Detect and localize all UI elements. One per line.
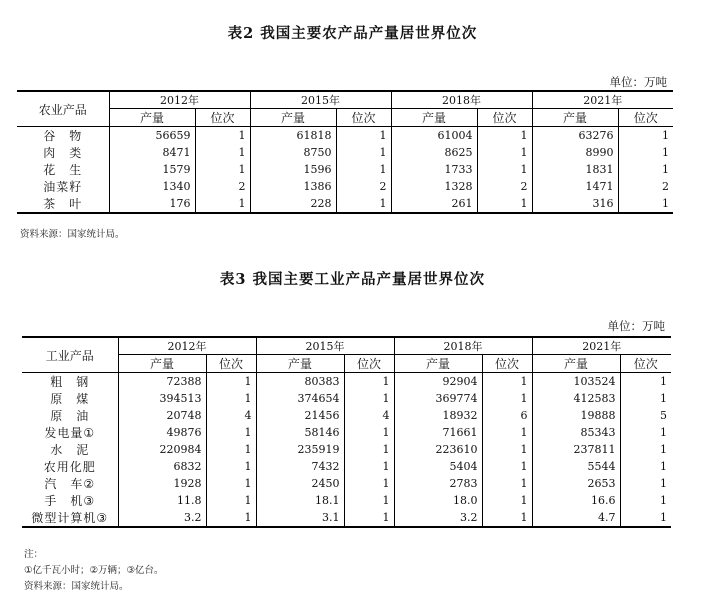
rank-header: 位次 <box>618 109 673 127</box>
output-header: 产量 <box>109 109 195 127</box>
output-header: 产量 <box>391 109 477 127</box>
rank-cell: 1 <box>620 509 671 527</box>
output-cell: 412583 <box>532 390 620 407</box>
rank-cell: 2 <box>336 178 391 195</box>
rank-cell: 1 <box>482 424 532 441</box>
output-cell: 1386 <box>250 178 336 195</box>
output-header: 产量 <box>118 355 206 373</box>
rank-cell: 1 <box>482 441 532 458</box>
output-cell: 8990 <box>532 144 618 161</box>
rank-cell: 1 <box>618 195 673 213</box>
table-row <box>17 195 673 213</box>
table3-title: 表3 我国主要工业产品产量居世界位次 <box>219 271 486 288</box>
rank-cell: 2 <box>477 178 532 195</box>
rank-cell: 1 <box>195 161 250 178</box>
rank-cell: 1 <box>195 144 250 161</box>
rank-cell: 1 <box>482 390 532 407</box>
output-cell: 5544 <box>532 458 620 475</box>
output-cell: 223610 <box>394 441 482 458</box>
rank-cell: 1 <box>206 492 256 509</box>
year-header: 2018年 <box>394 337 532 355</box>
rank-cell: 1 <box>477 144 532 161</box>
rank-cell: 1 <box>344 509 394 527</box>
product-name: 肉 类 <box>43 146 83 160</box>
rank-cell: 1 <box>344 492 394 509</box>
output-header: 产量 <box>250 109 336 127</box>
product-name: 农用化肥 <box>43 460 96 474</box>
rank-header: 位次 <box>344 355 394 373</box>
rank-cell: 1 <box>482 475 532 492</box>
table3-industry <box>22 336 671 528</box>
year-header: 2021年 <box>532 91 673 109</box>
output-cell: 261 <box>391 195 477 213</box>
output-cell: 61818 <box>250 127 336 145</box>
rank-cell: 1 <box>206 475 256 492</box>
product-name: 茶 叶 <box>43 197 83 211</box>
output-cell: 103524 <box>532 373 620 391</box>
rank-cell: 1 <box>195 195 250 213</box>
table-row <box>22 475 671 492</box>
product-name: 粗 钢 <box>50 375 90 389</box>
product-name: 油菜籽 <box>43 180 83 194</box>
table-row <box>17 127 673 145</box>
output-cell: 49876 <box>118 424 206 441</box>
rank-cell: 1 <box>336 144 391 161</box>
product-name: 原 煤 <box>50 392 90 406</box>
output-cell: 2783 <box>394 475 482 492</box>
table2-unit: 单位：万吨 <box>609 75 667 89</box>
output-cell: 1471 <box>532 178 618 195</box>
output-cell: 7432 <box>256 458 344 475</box>
rank-cell: 1 <box>477 127 532 145</box>
output-cell: 4.7 <box>532 509 620 527</box>
output-cell: 1831 <box>532 161 618 178</box>
rank-header: 位次 <box>206 355 256 373</box>
output-cell: 80383 <box>256 373 344 391</box>
rank-cell: 1 <box>482 373 532 391</box>
rank-header: 位次 <box>620 355 671 373</box>
output-header: 产量 <box>532 355 620 373</box>
rank-cell: 1 <box>206 390 256 407</box>
rank-cell: 1 <box>344 475 394 492</box>
table-row <box>22 407 671 424</box>
output-cell: 1340 <box>109 178 195 195</box>
output-header: 产量 <box>394 355 482 373</box>
output-cell: 6832 <box>118 458 206 475</box>
rank-cell: 1 <box>206 509 256 527</box>
output-cell: 316 <box>532 195 618 213</box>
output-cell: 374654 <box>256 390 344 407</box>
table-row <box>22 458 671 475</box>
rank-cell: 1 <box>620 373 671 391</box>
output-cell: 18.1 <box>256 492 344 509</box>
rank-cell: 1 <box>336 127 391 145</box>
table-row <box>17 178 673 195</box>
table3-unit: 单位：万吨 <box>607 319 665 333</box>
output-cell: 20748 <box>118 407 206 424</box>
rank-cell: 1 <box>477 195 532 213</box>
rank-cell: 6 <box>482 407 532 424</box>
table2-agriculture <box>17 90 673 214</box>
table2-title: 表2 我国主要农产品产量居世界位次 <box>227 25 478 42</box>
rank-cell: 1 <box>482 509 532 527</box>
rank-cell: 1 <box>482 458 532 475</box>
rank-cell: 2 <box>195 178 250 195</box>
rank-cell: 5 <box>620 407 671 424</box>
year-header: 2015年 <box>250 91 391 109</box>
output-cell: 11.8 <box>118 492 206 509</box>
output-cell: 56659 <box>109 127 195 145</box>
rank-header: 位次 <box>482 355 532 373</box>
rank-cell: 1 <box>344 390 394 407</box>
rank-cell: 1 <box>482 492 532 509</box>
rank-cell: 1 <box>620 441 671 458</box>
rank-cell: 1 <box>336 161 391 178</box>
table3-note-label: 注： <box>24 549 44 560</box>
output-cell: 8625 <box>391 144 477 161</box>
output-cell: 61004 <box>391 127 477 145</box>
table3-source: 资料来源：国家统计局。 <box>24 581 129 592</box>
rank-header: 位次 <box>477 109 532 127</box>
rank-cell: 1 <box>344 424 394 441</box>
table2-source: 资料来源：国家统计局。 <box>20 229 125 240</box>
rank-cell: 1 <box>344 373 394 391</box>
rank-cell: 1 <box>620 390 671 407</box>
rank-cell: 1 <box>206 441 256 458</box>
rank-cell: 1 <box>344 458 394 475</box>
output-cell: 3.1 <box>256 509 344 527</box>
rank-cell: 1 <box>206 373 256 391</box>
output-cell: 176 <box>109 195 195 213</box>
output-cell: 394513 <box>118 390 206 407</box>
output-cell: 1579 <box>109 161 195 178</box>
output-cell: 63276 <box>532 127 618 145</box>
output-cell: 8471 <box>109 144 195 161</box>
output-cell: 220984 <box>118 441 206 458</box>
year-header: 2018年 <box>391 91 532 109</box>
rank-cell: 1 <box>620 458 671 475</box>
output-cell: 3.2 <box>394 509 482 527</box>
table-row <box>22 390 671 407</box>
table-row <box>22 492 671 509</box>
rank-cell: 4 <box>344 407 394 424</box>
product-name: 花 生 <box>43 163 83 177</box>
rank-cell: 1 <box>620 424 671 441</box>
output-cell: 92904 <box>394 373 482 391</box>
rank-header: 位次 <box>336 109 391 127</box>
output-cell: 237811 <box>532 441 620 458</box>
output-cell: 18.0 <box>394 492 482 509</box>
rank-cell: 1 <box>618 127 673 145</box>
table-row <box>22 441 671 458</box>
row-header: 农业产品 <box>17 91 109 127</box>
output-cell: 1328 <box>391 178 477 195</box>
table-row <box>22 509 671 527</box>
table-row <box>22 424 671 441</box>
rank-header: 位次 <box>195 109 250 127</box>
table-row <box>17 144 673 161</box>
rank-cell: 1 <box>618 161 673 178</box>
product-name: 水 泥 <box>50 443 90 457</box>
rank-cell: 4 <box>206 407 256 424</box>
year-header: 2021年 <box>532 337 671 355</box>
product-name: 汽 车② <box>44 477 96 491</box>
product-name: 手 机③ <box>44 494 96 508</box>
output-cell: 1733 <box>391 161 477 178</box>
output-cell: 71661 <box>394 424 482 441</box>
year-header: 2015年 <box>256 337 394 355</box>
output-cell: 1928 <box>118 475 206 492</box>
rank-cell: 1 <box>336 195 391 213</box>
output-cell: 21456 <box>256 407 344 424</box>
rank-cell: 2 <box>618 178 673 195</box>
table3-note-text: ①亿千瓦小时；②万辆；③亿台。 <box>24 565 164 576</box>
product-name: 谷 物 <box>43 129 83 143</box>
rank-cell: 1 <box>618 144 673 161</box>
output-cell: 19888 <box>532 407 620 424</box>
rank-cell: 1 <box>620 475 671 492</box>
rank-cell: 1 <box>477 161 532 178</box>
rank-cell: 1 <box>620 492 671 509</box>
output-header: 产量 <box>532 109 618 127</box>
output-cell: 16.6 <box>532 492 620 509</box>
year-header: 2012年 <box>118 337 256 355</box>
rank-cell: 1 <box>195 127 250 145</box>
rank-cell: 1 <box>206 458 256 475</box>
output-cell: 8750 <box>250 144 336 161</box>
output-header: 产量 <box>256 355 344 373</box>
output-cell: 235919 <box>256 441 344 458</box>
output-cell: 3.2 <box>118 509 206 527</box>
output-cell: 2450 <box>256 475 344 492</box>
rank-cell: 1 <box>206 424 256 441</box>
product-name: 原 油 <box>50 409 90 423</box>
output-cell: 18932 <box>394 407 482 424</box>
output-cell: 58146 <box>256 424 344 441</box>
output-cell: 228 <box>250 195 336 213</box>
output-cell: 85343 <box>532 424 620 441</box>
product-name: 微型计算机③ <box>31 511 109 525</box>
table-row <box>22 373 671 391</box>
output-cell: 2653 <box>532 475 620 492</box>
output-cell: 369774 <box>394 390 482 407</box>
rank-cell: 1 <box>344 441 394 458</box>
output-cell: 1596 <box>250 161 336 178</box>
output-cell: 5404 <box>394 458 482 475</box>
table-row <box>17 161 673 178</box>
year-header: 2012年 <box>109 91 250 109</box>
product-name: 发电量① <box>44 426 96 440</box>
output-cell: 72388 <box>118 373 206 391</box>
row-header: 工业产品 <box>22 337 118 373</box>
